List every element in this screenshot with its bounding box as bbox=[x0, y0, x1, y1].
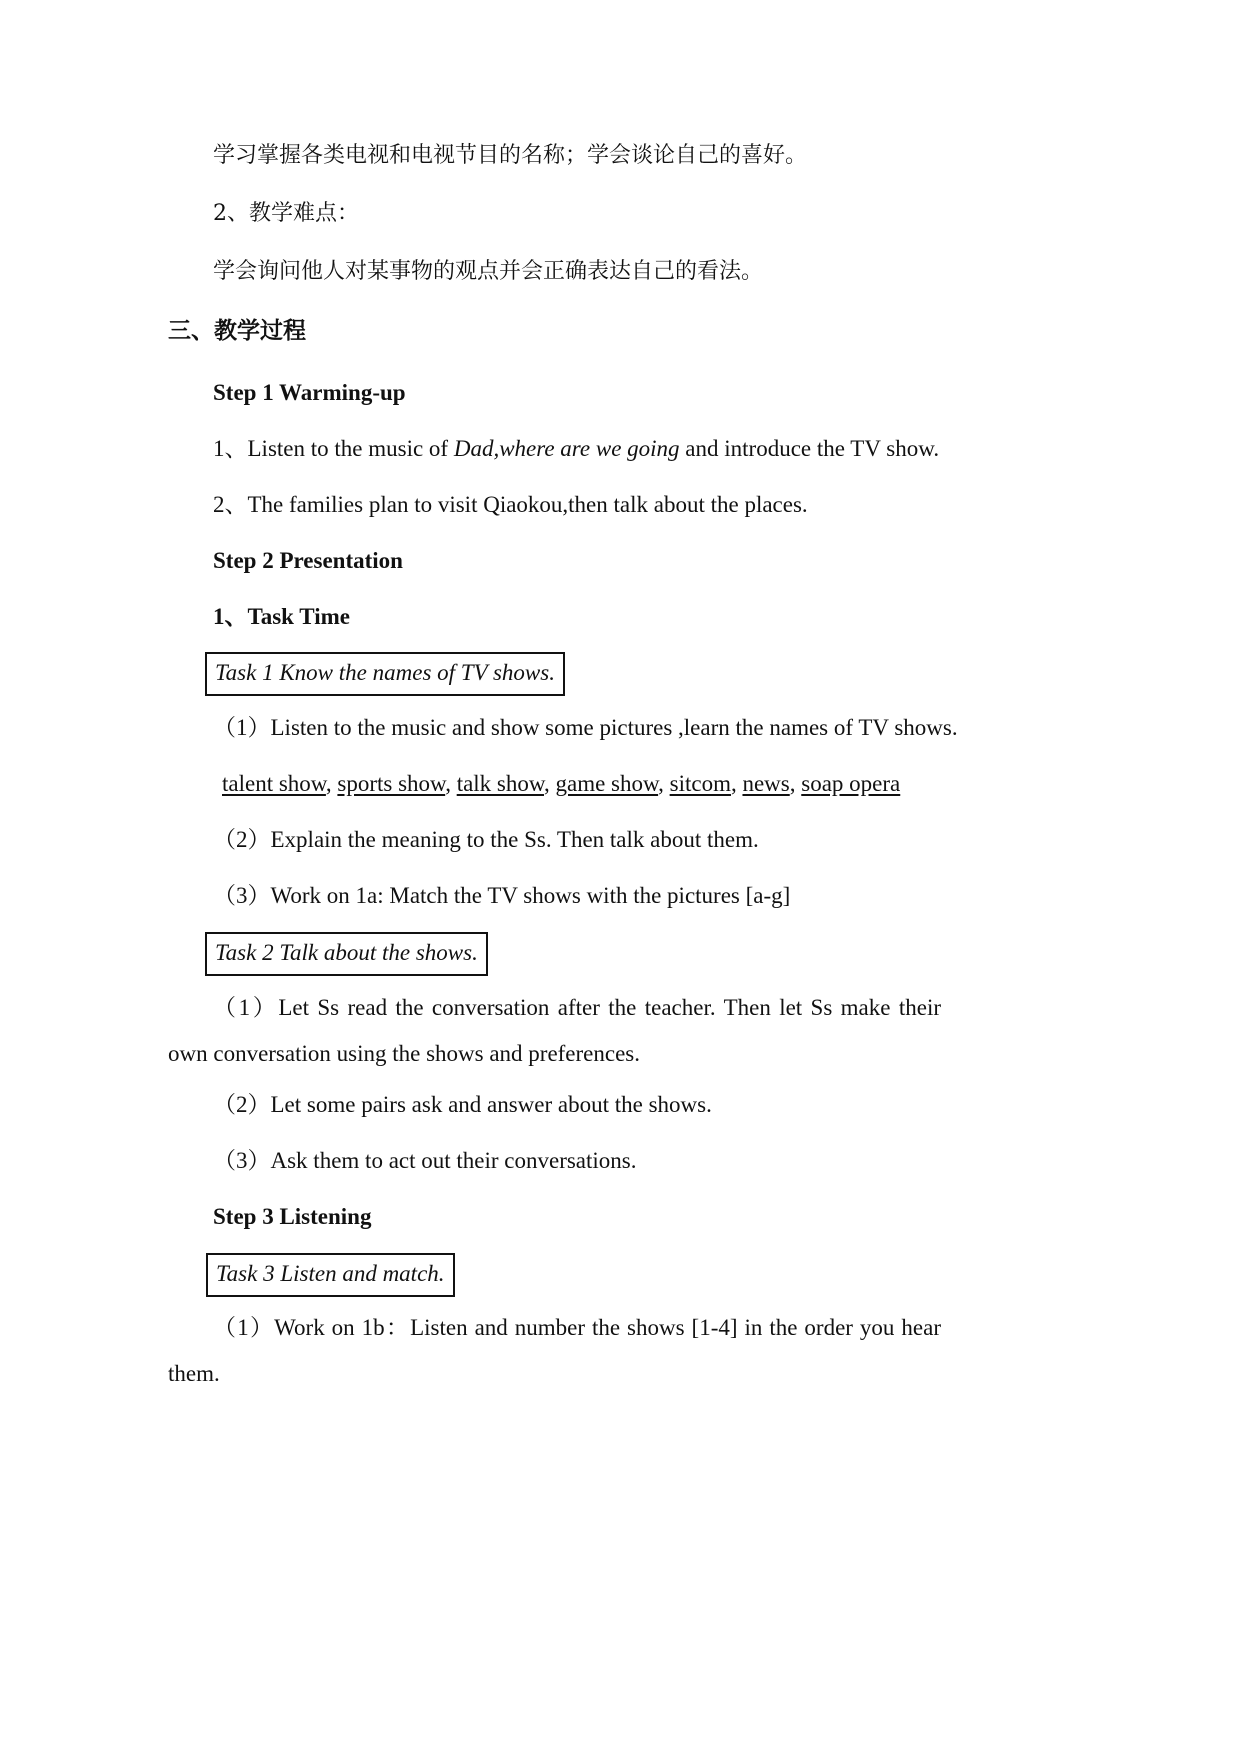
section-heading-teaching-process: 三、教学过程 bbox=[168, 317, 306, 344]
vocab-separator: , bbox=[789, 771, 802, 796]
task1-p2: （2）Explain the meaning to the Ss. Then talk about them. bbox=[213, 827, 759, 852]
task1-p1: （1）Listen to the music and show some pictures ,learn the names of TV shows. bbox=[213, 715, 958, 740]
task1-vocab-list bbox=[222, 769, 900, 799]
vocab-item: talk show bbox=[456, 771, 544, 796]
vocab-separator: , bbox=[544, 771, 556, 796]
vocab-item: sports show bbox=[337, 771, 446, 796]
difficulty-text: 学会询问他人对某事物的观点并会正确表达自己的看法。 bbox=[213, 259, 764, 284]
step2-subtitle: 1、Task Time bbox=[213, 604, 350, 629]
vocab-item: sitcom bbox=[669, 771, 731, 796]
vocab-separator: , bbox=[658, 771, 670, 796]
vocab-item: talent show bbox=[222, 771, 326, 796]
vocab-separator: , bbox=[445, 771, 457, 796]
step1-item1 bbox=[213, 434, 939, 464]
step1-item1-prefix: 1、Listen to the music of bbox=[213, 436, 454, 461]
task2-box: Task 2 Talk about the shows. bbox=[205, 932, 488, 976]
vocab-item: game show bbox=[555, 771, 659, 796]
task2-p3: （3）Ask them to act out their conversations. bbox=[213, 1148, 637, 1173]
step1-item1-suffix: and introduce the TV show. bbox=[679, 436, 940, 461]
task1-box: Task 1 Know the names of TV shows. bbox=[205, 652, 565, 696]
step1-title: Step 1 Warming-up bbox=[213, 380, 406, 405]
vocab-item: soap opera bbox=[801, 771, 901, 796]
step1-item2: 2、The families plan to visit Qiaokou,then talk about the places. bbox=[213, 492, 808, 517]
vocab-separator: , bbox=[730, 771, 743, 796]
difficulty-heading: 2、教学难点： bbox=[213, 201, 359, 226]
task1-p3: （3）Work on 1a: Match the TV shows with the pictures [a-g] bbox=[213, 883, 791, 908]
step3-title: Step 3 Listening bbox=[213, 1204, 372, 1229]
task3-p1: （1）Work on 1b：Listen and number the shows [1-4] in the order you hear them. bbox=[168, 1315, 941, 1386]
vocab-separator: , bbox=[325, 771, 338, 796]
task3-box: Task 3 Listen and match. bbox=[206, 1253, 455, 1297]
task2-p2: （2）Let some pairs ask and answer about the shows. bbox=[213, 1092, 712, 1117]
step2-title: Step 2 Presentation bbox=[213, 548, 403, 573]
key-points-text: 学习掌握各类电视和电视节目的名称；学会谈论自己的喜好。 bbox=[213, 143, 808, 168]
step1-item1-show-title: Dad,where are we going bbox=[453, 436, 680, 461]
vocab-item: news bbox=[742, 771, 790, 796]
task2-p1: （1）Let Ss read the conversation after the teacher. Then let Ss make their own conversation using the shows and preferences. bbox=[168, 995, 941, 1066]
